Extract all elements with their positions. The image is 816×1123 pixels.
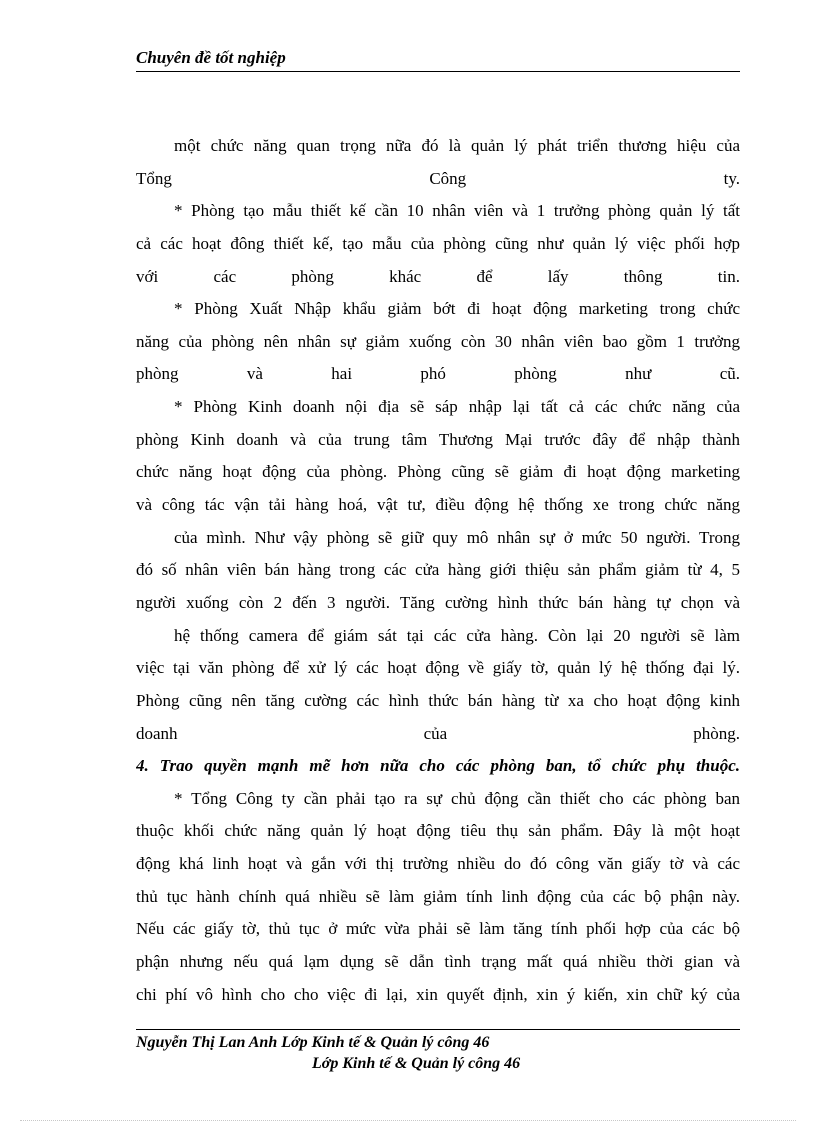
- text-line: thủ tục hành chính quá nhiều sẽ làm giảm tính linh động của các bộ phận này.: [136, 886, 740, 906]
- text-line: Nếu các giấy tờ, thủ tục ở mức vừa phải sẽ làm tăng tính phối hợp của các bộ: [136, 919, 740, 939]
- text-line: năng của phòng nên nhân sự giảm xuống còn 30 nhân viên bao gồm 1 trưởng: [136, 331, 740, 351]
- text-line: với các phòng khác để lấy thông tin.: [136, 266, 740, 286]
- text-line: * Phòng Kinh doanh nội địa sẽ sáp nhập lại tất cả các chức năng của: [174, 397, 740, 417]
- footer-rule: [136, 1029, 740, 1030]
- body-text: [136, 130, 740, 1011]
- text-line: Phòng cũng nên tăng cường các hình thức bán hàng từ xa cho hoạt động kinh: [136, 690, 740, 710]
- text-line: Tổng Công ty.: [136, 168, 740, 188]
- text-line: phòng và hai phó phòng như cũ.: [136, 364, 740, 384]
- text-line: phòng Kinh doanh và của trung tâm Thương Mại trước đây để nhập thành: [136, 429, 740, 449]
- header-title: Chuyên đề tốt nghiệp: [136, 48, 286, 67]
- text-line: động khá linh hoạt và gắn với thị trường nhiều do đó công văn giấy tờ và các: [136, 854, 740, 874]
- footer-author-line: Nguyễn Thị Lan Anh Lớp Kinh tế & Quản lý công 46: [136, 1034, 490, 1051]
- text-line: phận nhưng nếu quá lạm dụng sẽ dẫn tình trạng mất quá nhiều thời gian và: [136, 952, 740, 972]
- text-line: một chức năng quan trọng nữa đó là quản lý phát triển thương hiệu của: [174, 136, 740, 155]
- page-edge-divider: [20, 1120, 796, 1121]
- text-line: hệ thống camera để giám sát tại các cửa hàng. Còn lại 20 người sẽ làm: [174, 625, 740, 645]
- text-line: chi phí vô hình cho cho việc đi lại, xin quyết định, xin ý kiến, xin chữ ký của: [136, 984, 740, 1004]
- text-line: đó số nhân viên bán hàng trong các cửa hàng giới thiệu sản phẩm giảm từ 4, 5: [136, 560, 740, 580]
- text-line: * Tổng Công ty cần phải tạo ra sự chủ động cần thiết cho các phòng ban: [174, 788, 740, 808]
- text-line: chức năng hoạt động của phòng. Phòng cũng sẽ giảm đi hoạt động marketing: [136, 462, 740, 482]
- text-line: của mình. Như vậy phòng sẽ giữ quy mô nhân sự ở mức 50 người. Trong: [174, 527, 740, 547]
- section-heading: 4. Trao quyền mạnh mẽ hơn nữa cho các phòng ban, tổ chức phụ thuộc.: [136, 756, 740, 776]
- text-line: và công tác vận tải hàng hoá, vật tư, điều động hệ thống xe trong chức năng: [136, 495, 740, 515]
- text-line: * Phòng Xuất Nhập khẩu giảm bớt đi hoạt động marketing trong chức: [174, 299, 740, 319]
- text-line: cả các hoạt đông thiết kế, tạo mẫu của phòng cũng như quản lý việc phối hợp: [136, 233, 740, 253]
- footer-class-line: Lớp Kinh tế & Quản lý công 46: [312, 1055, 521, 1072]
- text-line: thuộc khối chức năng quản lý hoạt động tiêu thụ sản phẩm. Đây là một hoạt: [136, 821, 740, 841]
- text-line: * Phòng tạo mẫu thiết kế cần 10 nhân viên và 1 trưởng phòng quản lý tất: [174, 201, 740, 221]
- header-rule: [136, 71, 740, 72]
- text-line: doanh của phòng.: [136, 723, 740, 743]
- text-line: người xuống còn 2 đến 3 người. Tăng cường hình thức bán hàng tự chọn và: [136, 592, 740, 612]
- text-line: việc tại văn phòng để xử lý các hoạt động về giấy tờ, quản lý hệ thống đại lý.: [136, 658, 740, 678]
